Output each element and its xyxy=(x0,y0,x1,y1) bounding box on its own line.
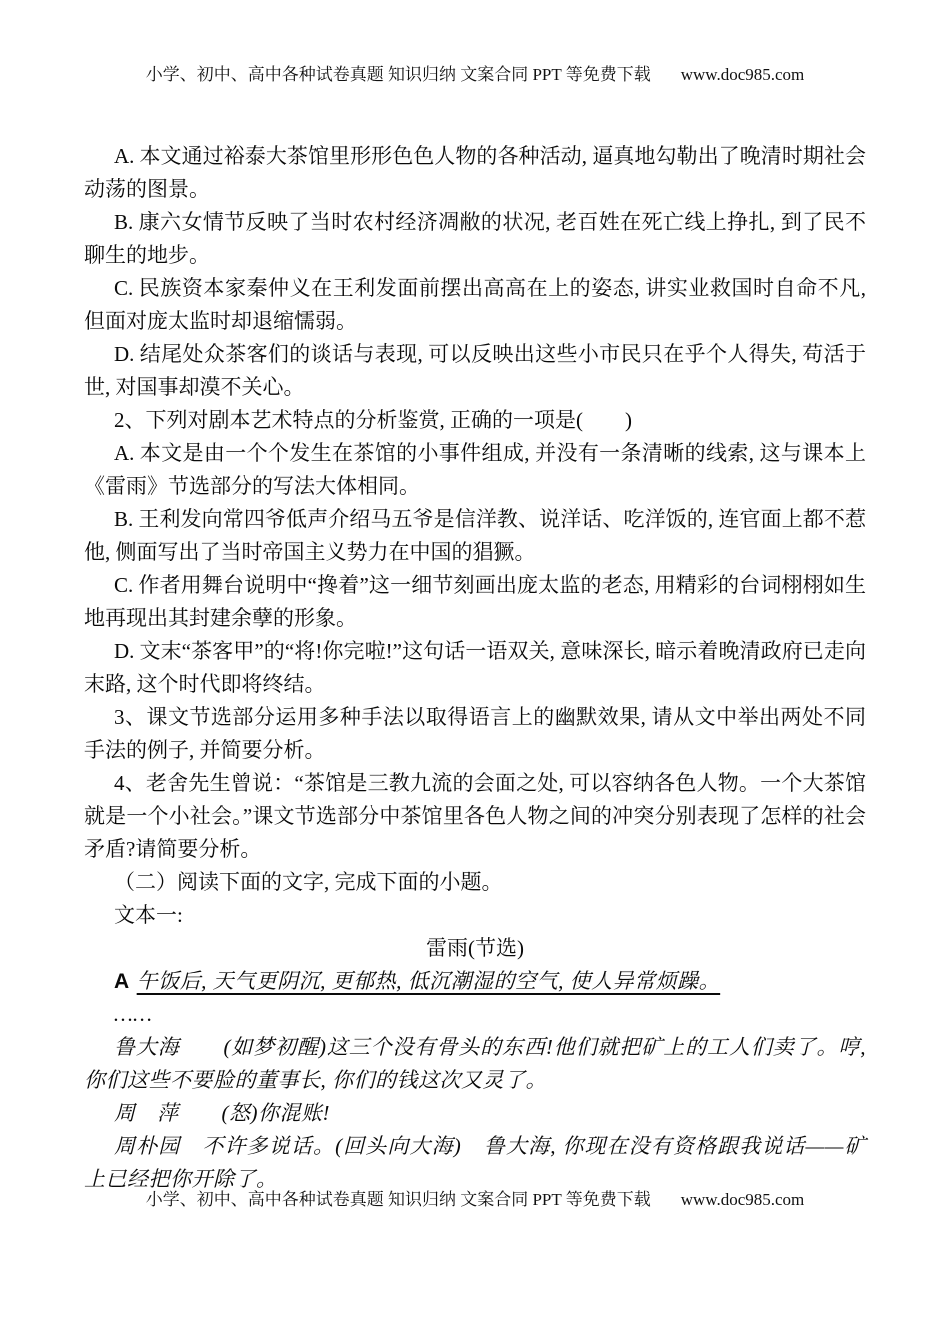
dialogue-ludahai xyxy=(84,1031,866,1097)
page-footer xyxy=(0,1189,950,1211)
q3-stem: 3、课文节选部分运用多种手法以取得语言上的幽默效果, 请从文中举出两处不同手法的例子, 并简要分析。 xyxy=(84,705,866,762)
option-text: 本文是由一个个发生在茶馆的小事件组成, 并没有一条清晰的线索, 这与课本上《雷雨》节选部分的写法大体相同。 xyxy=(84,441,866,498)
option-text: 作者用舞台说明中“搀着”这一细节刻画出庞太监的老态, 用精彩的台词栩栩如生地再现出其封建余孽的形象。 xyxy=(84,573,866,630)
q2-option-c xyxy=(84,569,866,635)
option-text: 结尾处众茶客们的谈话与表现, 可以反映出这些小市民只在乎个人得失, 苟活于世, 对国事却漠不关心。 xyxy=(84,342,866,399)
speaker-name: 鲁大海 xyxy=(114,1035,180,1059)
page-header xyxy=(0,64,950,86)
q2-option-b xyxy=(84,503,866,569)
section2-intro: （二）阅读下面的文字, 完成下面的小题。 xyxy=(114,870,503,894)
option-label: A. xyxy=(114,144,135,168)
q2-option-d xyxy=(84,635,866,701)
footer-text: 小学、初中、高中各种试卷真题 知识归纳 文案合同 PPT 等免费下载 xyxy=(145,1190,651,1209)
option-label: A. xyxy=(114,441,135,465)
q1-option-b xyxy=(84,206,866,272)
option-label: C. xyxy=(114,573,134,597)
option-label: B. xyxy=(114,210,134,234)
option-text: 本文通过裕泰大茶馆里形形色色人物的各种活动, 逼真地勾勒出了晚清时期社会动荡的图景。 xyxy=(84,144,866,201)
speaker-name: 周 萍 xyxy=(114,1101,179,1125)
ellipsis-line: …… xyxy=(114,1002,153,1026)
dialogue-line: (怒)你混账! xyxy=(178,1101,330,1125)
dialogue-line: 不许多说话。(回头向大海) 鲁大海, 你现在没有资格跟我说话——矿上已经把你开除了。 xyxy=(84,1134,866,1191)
stage-direction-label: A xyxy=(114,970,130,993)
option-label: D. xyxy=(114,342,135,366)
q1-option-d xyxy=(84,338,866,404)
option-text: 王利发向常四爷低声介绍马五爷是信洋教、说洋话、吃洋饭的, 连官面上都不惹他, 侧面写出了当时帝国主义势力在中国的猖獗。 xyxy=(84,507,866,564)
q2-option-a xyxy=(84,437,866,503)
option-label: B. xyxy=(114,507,134,531)
speaker-name: 周朴园 xyxy=(114,1134,181,1158)
dialogue-line: (如梦初醒)这三个没有骨头的东西!他们就把矿上的工人们卖了。哼, 你们这些不要脸的董事长, 你们的钱这次又灵了。 xyxy=(84,1035,867,1092)
document-body xyxy=(84,140,866,1196)
q1-option-a xyxy=(84,140,866,206)
option-text: 康六女情节反映了当时农村经济凋敝的状况, 老百姓在死亡线上挣扎, 到了民不聊生的地步。 xyxy=(84,210,866,267)
footer-site-url: www.doc985.com xyxy=(680,1190,805,1209)
q2-stem: 2、下列对剧本艺术特点的分析鉴赏, 正确的一项是( ) xyxy=(114,408,632,432)
play-title: 雷雨(节选) xyxy=(426,936,524,960)
stage-direction xyxy=(84,965,866,998)
option-text: 民族资本家秦仲义在王利发面前摆出高高在上的姿态, 讲实业救国时自命不凡, 但面对庞太监时却退缩懦弱。 xyxy=(84,276,866,333)
text1-label: 文本一: xyxy=(114,903,183,927)
header-text: 小学、初中、高中各种试卷真题 知识归纳 文案合同 PPT 等免费下载 xyxy=(145,65,651,84)
option-text: 文末“茶客甲”的“将!你完啦!”这句话一语双关, 意味深长, 暗示着晚清政府已走向末路, 这个时代即将终结。 xyxy=(84,639,866,696)
q4-stem: 4、老舍先生曾说：“茶馆是三教九流的会面之处, 可以容纳各色人物。一个大茶馆就是一个小社会。”课文节选部分中茶馆里各色人物之间的冲突分别表现了怎样的社会矛盾?请简要分析。 xyxy=(84,771,866,861)
dialogue-zhoupuyuan xyxy=(84,1130,866,1196)
option-label: C. xyxy=(114,276,134,300)
option-label: D. xyxy=(114,639,135,663)
q1-option-c xyxy=(84,272,866,338)
dialogue-zhouping xyxy=(84,1097,866,1130)
header-site-url: www.doc985.com xyxy=(680,65,805,84)
stage-direction-text: 午饭后, 天气更阴沉, 更郁热, 低沉潮湿的空气, 使人异常烦躁。 xyxy=(136,969,721,993)
